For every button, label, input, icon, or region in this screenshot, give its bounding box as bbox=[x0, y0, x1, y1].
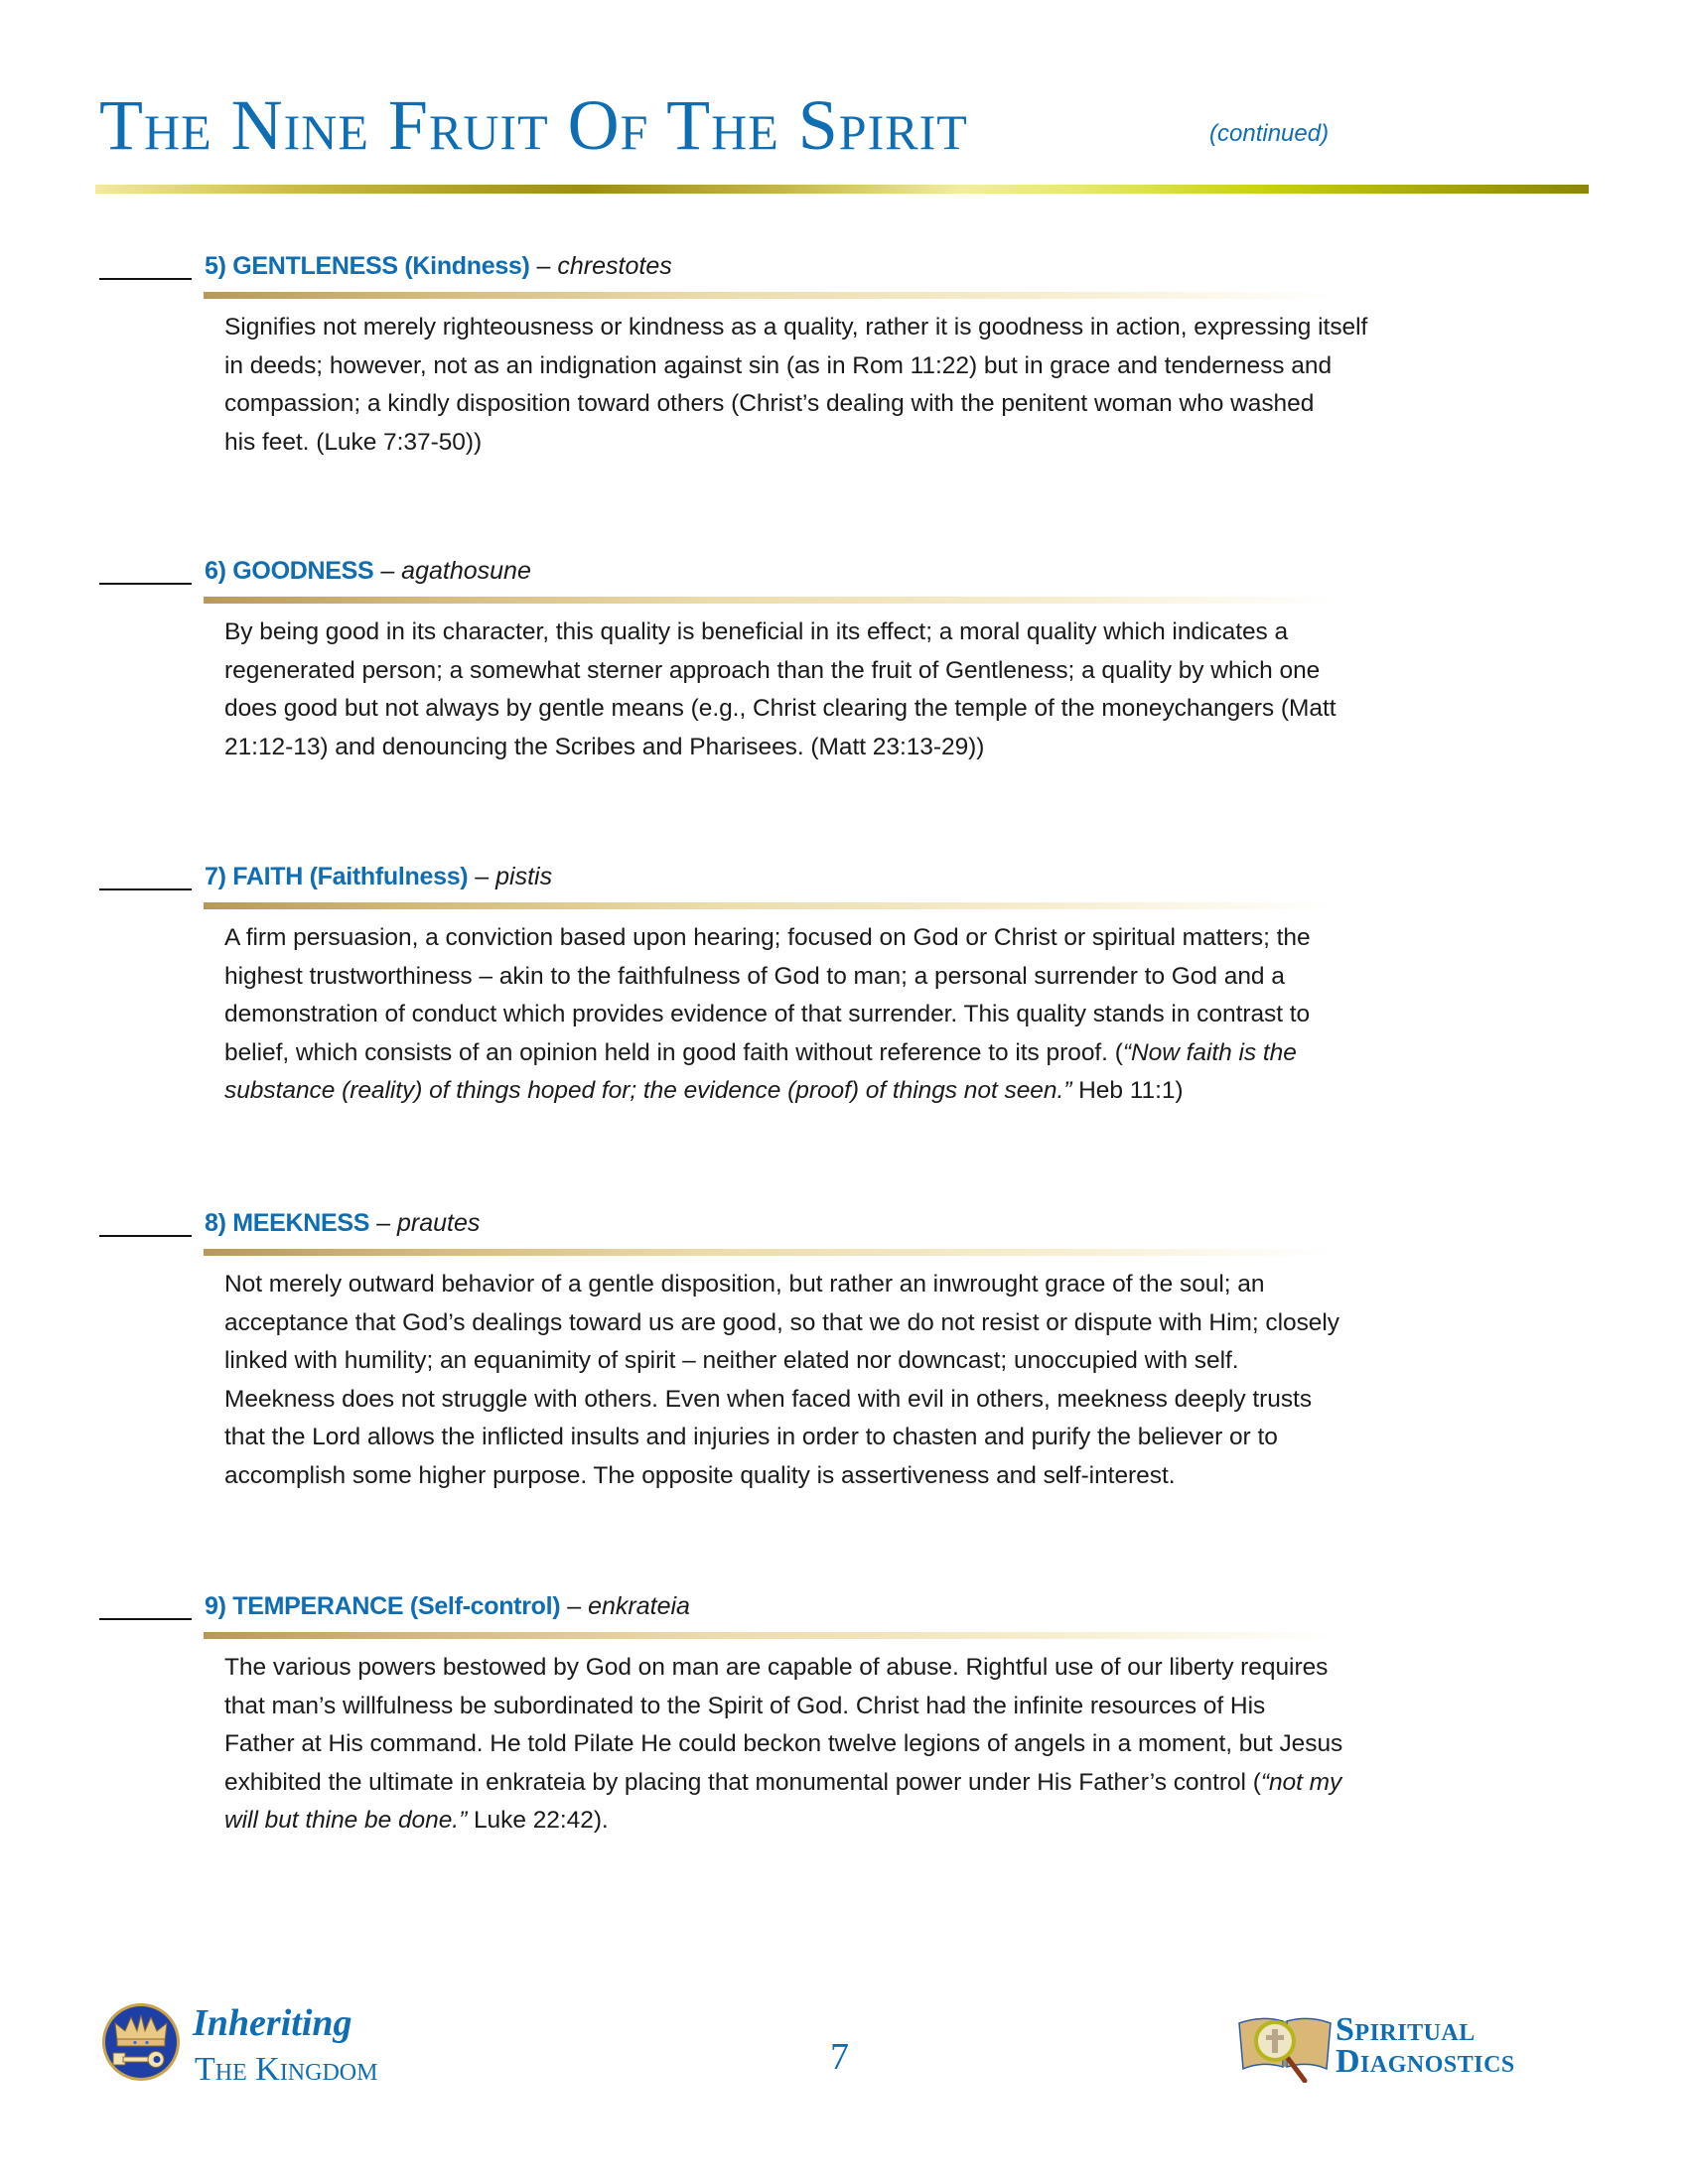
description-line bbox=[224, 1802, 1595, 1841]
heading-underline bbox=[204, 292, 1336, 299]
description-text: belief, which consists of an opinion held in good faith without reference to its proof. ( bbox=[224, 1038, 1123, 1066]
section-heading bbox=[205, 1591, 690, 1621]
scripture-quote: substance (reality) of things hoped for; the evidence (proof) of things not seen.” bbox=[224, 1077, 1072, 1105]
fruit-name: 9) TEMPERANCE (Self-control) bbox=[205, 1592, 561, 1620]
heading-dash: – bbox=[380, 557, 395, 585]
section-heading bbox=[205, 251, 672, 281]
crown-key-seal-icon bbox=[101, 2001, 181, 2083]
description-text: exhibited the ultimate in enkrateia by placing that monumental power under His Father’s control ( bbox=[224, 1768, 1261, 1796]
description-line: 21:12-13) and denouncing the Scribes and Pharisees. (Matt 23:13-29)) bbox=[224, 733, 985, 760]
description-line: regenerated person; a somewhat sterner approach than the fruit of Gentleness; a quality by which one bbox=[224, 656, 1321, 684]
brand-diagnostics: Diagnostics bbox=[1336, 2043, 1515, 2080]
greek-term: enkrateia bbox=[588, 1592, 690, 1620]
heading-underline bbox=[204, 597, 1336, 604]
scripture-reference: Luke 22:42). bbox=[467, 1807, 609, 1835]
description-line: Signifies not merely righteousness or kindness as a quality, rather it is goodness in action, expressing itself bbox=[224, 314, 1368, 341]
heading-underline bbox=[204, 1632, 1336, 1639]
greek-term: agathosune bbox=[401, 557, 531, 585]
rating-blank-line bbox=[99, 1618, 192, 1620]
brand-inheriting: Inheriting bbox=[193, 2002, 352, 2044]
description-line: linked with humility; an equanimity of spirit – neither elated nor downcast; unoccupied with self. bbox=[224, 1347, 1239, 1375]
description-line: demonstration of conduct which provides evidence of that surrender. This quality stands in contrast to bbox=[224, 1001, 1311, 1028]
description-line: in deeds; however, not as an indignation against sin (as in Rom 11:22) but in grace and tenderness and bbox=[224, 351, 1333, 379]
description-line: Meekness does not struggle with others. Even when faced with evil in others, meekness deeply trusts bbox=[224, 1385, 1313, 1413]
scripture-quote: will but thine be done.” bbox=[224, 1807, 468, 1835]
section-description bbox=[224, 309, 1595, 462]
description-line bbox=[224, 1072, 1595, 1111]
rating-blank-line bbox=[99, 583, 192, 585]
description-line bbox=[224, 1764, 1595, 1803]
description-line: accomplish some higher purpose. The opposite quality is assertiveness and self-interest. bbox=[224, 1461, 1176, 1489]
description-line: compassion; a kindly disposition toward others (Christ’s dealing with the penitent woman who washed bbox=[224, 390, 1315, 418]
heading-dash: – bbox=[376, 1209, 391, 1237]
brand-the-kingdom: The Kingdom bbox=[195, 2051, 378, 2088]
section-heading bbox=[205, 1208, 480, 1238]
heading-underline bbox=[204, 902, 1336, 909]
page-number: 7 bbox=[830, 2036, 849, 2078]
page-title: The Nine Fruit Of The Spirit bbox=[99, 85, 968, 165]
section-description bbox=[224, 1649, 1595, 1841]
heading-dash: – bbox=[536, 252, 551, 280]
scripture-quote: “not my bbox=[1260, 1768, 1342, 1796]
greek-term: chrestotes bbox=[557, 252, 672, 280]
rating-blank-line bbox=[99, 1235, 192, 1237]
greek-term: pistis bbox=[495, 863, 553, 890]
description-line: that the Lord allows the inflicted insults and injuries in order to chasten and purify the believer or to bbox=[224, 1424, 1278, 1451]
description-line bbox=[224, 1034, 1595, 1073]
greek-term: prautes bbox=[397, 1209, 481, 1237]
rating-blank-line bbox=[99, 888, 192, 890]
description-line: A firm persuasion, a conviction based upon hearing; focused on God or Christ or spiritual matters; the bbox=[224, 924, 1311, 951]
section-description bbox=[224, 1266, 1595, 1496]
section-description bbox=[224, 919, 1595, 1111]
fruit-name: 8) MEEKNESS bbox=[205, 1209, 370, 1237]
description-line: his feet. (Luke 7:37-50)) bbox=[224, 428, 483, 456]
description-line: By being good in its character, this quality is beneficial in its effect; a moral quality which indicates a bbox=[224, 618, 1289, 645]
fruit-name: 6) GOODNESS bbox=[205, 557, 374, 585]
rating-blank-line bbox=[99, 278, 192, 280]
section-description bbox=[224, 614, 1595, 766]
heading-dash: – bbox=[475, 863, 490, 890]
description-line: Father at His command. He told Pilate He could beckon twelve legions of angels in a moment, but Jesus bbox=[224, 1730, 1343, 1758]
section-heading bbox=[205, 556, 531, 586]
description-line: The various powers bestowed by God on man are capable of abuse. Rightful use of our liberty requires bbox=[224, 1654, 1329, 1681]
heading-underline bbox=[204, 1249, 1336, 1256]
scripture-quote: “Now faith is the bbox=[1122, 1038, 1297, 1066]
bible-magnifier-icon bbox=[1237, 2007, 1333, 2083]
title-divider bbox=[95, 185, 1589, 194]
description-line: Not merely outward behavior of a gentle disposition, but rather an inwrought grace of the soul; an bbox=[224, 1271, 1265, 1297]
description-line: does good but not always by gentle means (e.g., Christ clearing the temple of the moneychangers (Matt bbox=[224, 695, 1336, 723]
description-line: that man’s willfulness be subordinated to the Spirit of God. Christ had the infinite resources of His bbox=[224, 1692, 1266, 1719]
section-heading bbox=[205, 862, 552, 891]
brand-spiritual: Spiritual bbox=[1336, 2011, 1476, 2048]
fruit-name: 5) GENTLENESS (Kindness) bbox=[205, 252, 530, 280]
page-subtitle: (continued) bbox=[1209, 120, 1330, 147]
fruit-name: 7) FAITH (Faithfulness) bbox=[205, 863, 469, 890]
heading-dash: – bbox=[567, 1592, 582, 1620]
description-line: acceptance that God’s dealings toward us are good, so that we do not resist or dispute with Him; closely bbox=[224, 1308, 1339, 1336]
description-line: highest trustworthiness – akin to the faithfulness of God to man; a personal surrender to God and a bbox=[224, 962, 1285, 990]
scripture-reference: Heb 11:1) bbox=[1071, 1077, 1184, 1105]
